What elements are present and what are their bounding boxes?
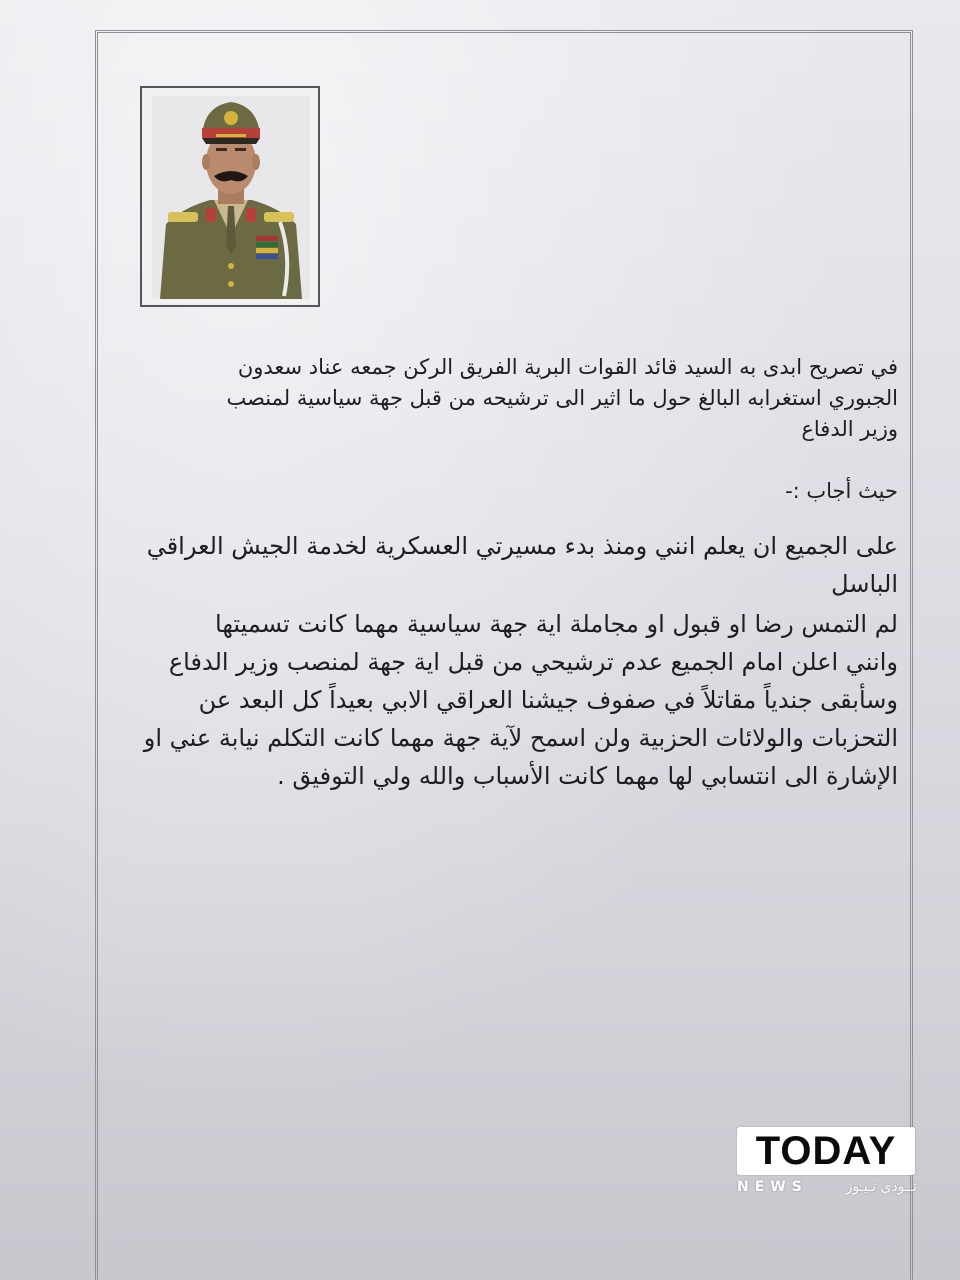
statement-body [58,605,898,795]
text-line: التحزبات والولائات الحزبية ولن اسمح لآية جهة مهما كانت التكلم نيابة عني او [143,724,898,752]
text-line: على الجميع ان يعلم انني ومنذ بدء مسيرتي العسكرية لخدمة الجيش العراقي [146,532,898,560]
today-logo-subtitle [737,1179,917,1195]
statement-reply [58,527,898,603]
text-line: في تصريح ابدى به السيد قائد القوات البرية الفريق الركن جمعه عناد سعدون [237,355,898,379]
text-line: وسأبقى جندياً مقاتلاً في صفوف جيشنا العراقي الابي بعيداً كل البعد عن [198,686,898,714]
officer-portrait-image [152,96,310,299]
today-logo [737,1127,915,1175]
today-logo-text: TODAY [755,1128,897,1173]
text-line: الجبوري استغرابه البالغ حول ما اثير الى ترشيحه من قبل جهة سياسية لمنصب [226,386,898,410]
text-line: وانني اعلن امام الجميع عدم ترشيحي من قبل اية جهة لمنصب وزير الدفاع [168,648,898,676]
text-line: حيث أجاب :- [785,479,898,503]
text-line: وزير الدفاع [801,417,898,441]
news-label-en: NEWS [737,1179,808,1195]
today-news-watermark [737,1127,917,1195]
text-line: الإشارة الى انتسابي لها مهما كانت الأسباب والله ولي التوفيق . [277,762,898,790]
officer-portrait [140,86,320,307]
news-label-ar: تــودي نـيـوز [845,1179,917,1195]
statement-intro [58,352,898,445]
text-line: الباسل [831,570,898,598]
text-line: لم التمس رضا او قبول او مجاملة اية جهة سياسية مهما كانت تسميتها [215,610,898,638]
reply-heading [58,476,898,507]
